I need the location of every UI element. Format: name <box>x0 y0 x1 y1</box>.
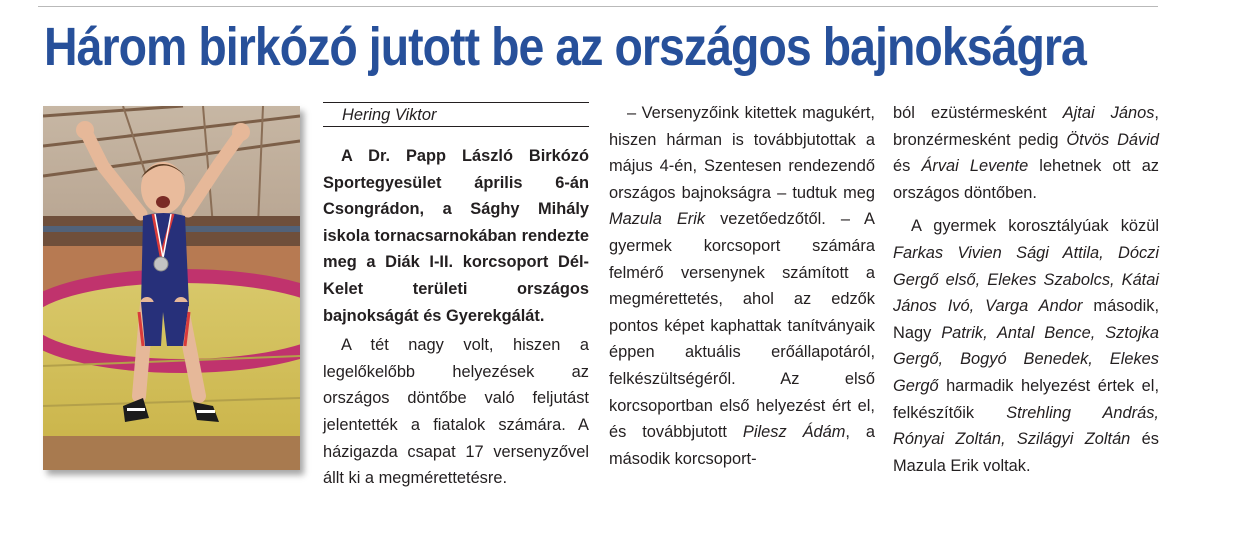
column-3 <box>893 100 1159 479</box>
wrestler-illustration <box>43 106 300 470</box>
column-2 <box>609 100 875 472</box>
top-rule <box>38 6 1158 7</box>
names-coaches: Strehling András, Rónyai Zoltán, Szilágyi Zoltán <box>893 403 1159 449</box>
byline: Hering Viktor <box>342 106 437 124</box>
column-3-paragraph-2: A gyermek korosztályúak közül Farkas Vivien Sági Attila, Dóczi Gergő első, Elekes Szabolcs, Kátai János Ivó, Varga Andor második, Nagy Patrik, Antal Bence, Sztojka Gergő, Bogyó Benedek, Elekes Gergő harmadik helyezést értek el, felkészítőik Strehling András, Rónyai Zoltán, Szilágyi Zoltán és Mazula Erik voltak. <box>893 217 1160 475</box>
article-photo <box>43 106 300 470</box>
byline-rule-bottom <box>323 126 589 127</box>
column-1 <box>323 143 589 492</box>
name-mazula-erik: Mazula Erik <box>609 210 706 229</box>
paragraph-2: A tét nagy volt, hiszen a legelőkelőbb helyezések az országos döntőbe való feljutást jelentették a fiatalok számára. A házigazda csapat 17 versenyzővel állt ki a megmérettetésre. <box>323 336 589 488</box>
name-pilesz-adam: Pilesz Ádám <box>742 423 846 442</box>
column-3-paragraph-1: ból ezüstérmesként Ajtai János, bronzérmesként pedig Ötvös Dávid és Árvai Levente lehetnek ott az országos döntőben. <box>893 104 1159 202</box>
name-ajtai-janos: Ajtai János <box>1062 104 1155 122</box>
names-third: Patrik, Antal Bence, Sztojka Gergő, Bogyó Benedek, Elekes Gergő <box>893 323 1159 395</box>
name-arvai-levente: Árvai Levente <box>921 157 1029 176</box>
name-otvos-david: Ötvös Dávid <box>1066 130 1159 149</box>
names-first-second: Farkas Vivien Sági Attila, Dóczi Gergő első, Elekes Szabolcs, Kátai János Ivó, Varga Andor <box>893 243 1159 316</box>
headline: Három birkózó jutott be az országos bajnokságra <box>44 17 1086 77</box>
column-2-paragraph: – Versenyzőink kitettek magukért, hiszen hárman is továbbjutottak a május 4-én, Szentesen rendezendő országos bajnokságra – tudtuk meg Mazula Erik vezetőedzőtől. – A gyermek korcsoport számára felmérő versenynek számított a megmérettetés, ahol az edzők pontos képet kaphattak tanítványaik éppen aktuális erőállapotáról, felkészültségéről. Az első korcsoportban első helyezést ért el, és továbbjutott Pilesz Ádám, a második korcsoport- <box>609 104 875 468</box>
byline-rule-top <box>323 102 589 103</box>
lead-paragraph: A Dr. Papp László Birkózó Sportegyesület április 6-án Csongrádon, a Sághy Mihály iskola tornacsarnokában rendezte meg a Diák I-II. korcsoport Dél-Kelet területi országos bajnokságát és Gyerekgálát. <box>323 147 589 325</box>
